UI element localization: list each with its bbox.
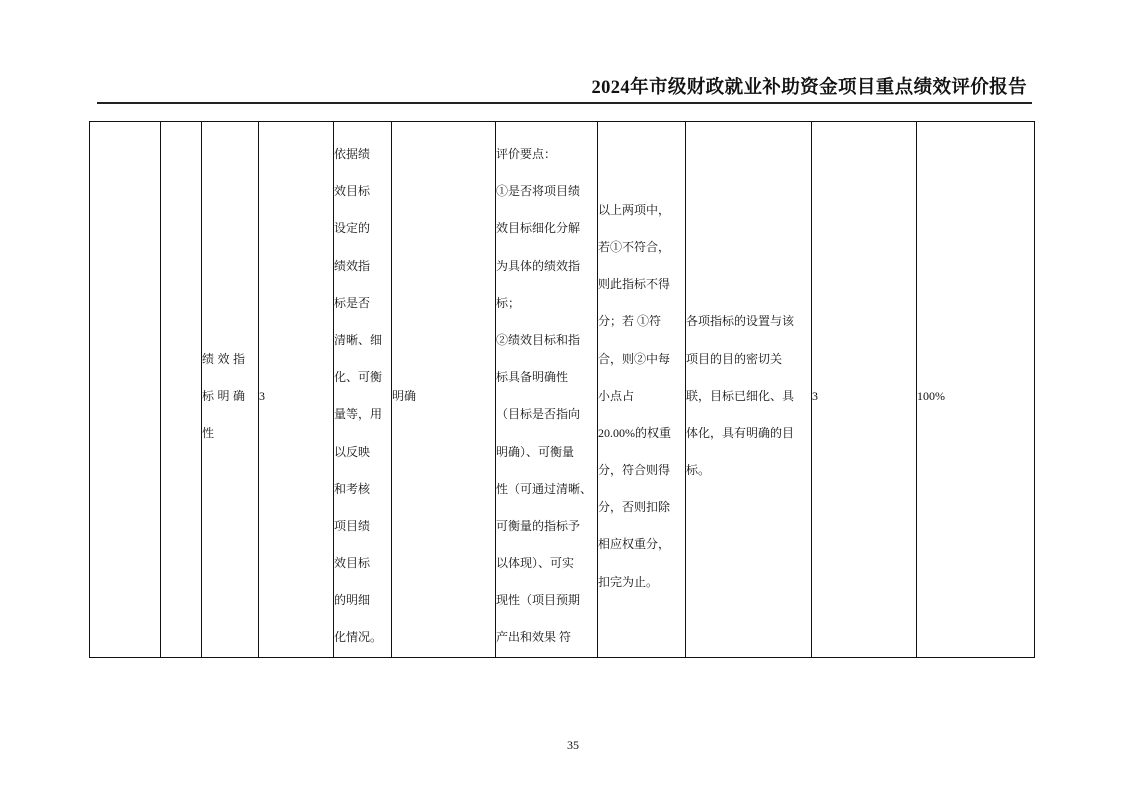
cell-text-line: 以体现）、可实: [496, 556, 575, 571]
cell-text-line: 化、可衡: [334, 370, 383, 385]
cell-indicator-standard: [392, 122, 496, 658]
cell-text-line: 为具体的绩效指: [496, 258, 581, 273]
cell-text-line: ①是否将项目绩: [496, 184, 581, 199]
cell-text-line: 设定的: [334, 221, 371, 236]
cell-text-line: 相应权重分，: [598, 537, 671, 552]
cell-text-line: 合，则②中每: [598, 351, 671, 366]
cell-text-line: 标。: [686, 463, 711, 478]
cell-score-rate: [917, 122, 1035, 658]
cell-evaluation-finding: [686, 122, 812, 658]
cell-text-line: 现性（项目预期: [496, 593, 581, 608]
cell-text-line: 效目标: [334, 184, 371, 199]
cell-text-line: 依据绩: [334, 147, 371, 161]
cell-text-line: 联，目标已细化、具: [686, 388, 795, 403]
cell-text-line: 项目的目的密切关: [686, 351, 783, 366]
cell-text-line: 3: [259, 388, 265, 403]
cell-text-line: 绩效指: [334, 258, 371, 273]
cell-text-line: 若①不符合，: [598, 239, 671, 254]
cell-indicator-weight: [259, 122, 334, 658]
cell-text-line: 评价要点：: [496, 147, 557, 161]
cell-evaluation-criteria: [496, 122, 598, 658]
cell-text-line: 性: [202, 425, 218, 440]
cell-text-line: 量等，用: [334, 407, 383, 422]
cell-indicator-name: [202, 122, 259, 658]
cell-text-line: 分，符合则得: [598, 463, 671, 478]
cell-text-line: 项目绩: [334, 518, 371, 533]
cell-text-line: 效目标: [334, 556, 371, 571]
cell-text-line: 明确: [392, 388, 417, 403]
cell-text-line: 以反映: [334, 444, 371, 459]
cell-level2-indicator: [161, 122, 202, 658]
evaluation-table: [89, 121, 1035, 658]
cell-text-line: 明确）、可衡量: [496, 444, 575, 459]
cell-text-line: 标明确: [202, 388, 249, 403]
cell-text-line: 标具备明确性: [496, 370, 569, 385]
cell-text-line: 分，否则扣除: [598, 500, 671, 515]
cell-text-line: 效目标细化分解: [496, 221, 581, 236]
cell-text-line: 清晰、细: [334, 332, 383, 347]
cell-text-line: 各项指标的设置与该: [686, 314, 795, 329]
cell-scoring-rule: [598, 122, 686, 658]
header-divider: [97, 102, 1032, 104]
cell-level1-indicator: [90, 122, 161, 658]
cell-text-line: 化情况。: [334, 630, 383, 645]
cell-text-line: 体化，具有明确的目: [686, 425, 795, 440]
cell-text-line: 绩效指: [202, 351, 249, 366]
cell-text-line: 标是否: [334, 295, 371, 310]
cell-indicator-explanation: [334, 122, 392, 658]
cell-text-line: 性（可通过清晰、: [496, 481, 593, 496]
cell-text-line: 则此指标不得: [598, 277, 671, 292]
cell-score: [812, 122, 917, 658]
cell-text-line: 和考核: [334, 481, 371, 496]
cell-text-line: 产出和效果 符: [496, 630, 572, 645]
table-row: [90, 122, 1035, 658]
cell-text-line: 以上两项中，: [598, 202, 671, 217]
cell-text-line: 100%: [917, 388, 945, 403]
page-number: 35: [567, 738, 579, 752]
cell-text-line: （目标是否指向: [496, 407, 581, 422]
page-header-title: 2024年市级财政就业补助资金项目重点绩效评价报告: [591, 78, 1027, 98]
cell-text-line: 分；若 ①符: [598, 314, 662, 329]
cell-text-line: 20.00%的权重: [598, 425, 671, 440]
cell-text-line: 扣完为止。: [598, 574, 659, 589]
cell-text-line: 小点占: [598, 388, 635, 403]
cell-text-line: 3: [812, 388, 818, 403]
cell-text-line: 可衡量的指标予: [496, 518, 581, 533]
cell-text-line: ②绩效目标和指: [496, 332, 581, 347]
cell-text-line: 标；: [496, 295, 521, 310]
cell-text-line: 的明细: [334, 593, 371, 608]
